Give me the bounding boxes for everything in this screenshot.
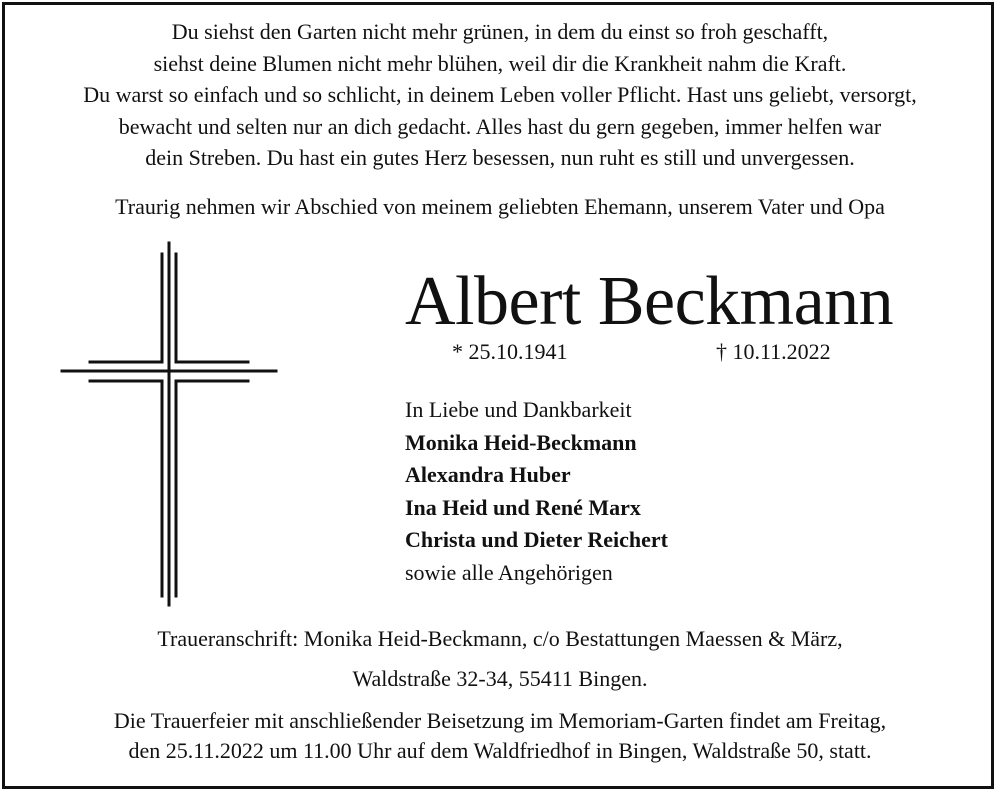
mourner-name: Monika Heid-Beckmann [405,429,637,455]
ceremony-line: Die Trauerfeier mit anschließender Beisetzung im Memoriam-Garten findet am Freitag, [113,708,887,733]
death-date: † 10.11.2022 [716,339,831,364]
mourners-closing: sowie alle Angehörigen [405,559,613,585]
poem-line: Du warst so einfach und so schlicht, in deinem Leben voller Pflicht. Hast uns geliebt, versorgt, [83,82,917,107]
mourners-intro: In Liebe und Dankbarkeit [405,397,632,422]
deceased-name: Albert Beckmann [405,263,894,340]
farewell-intro: Traurig nehmen wir Abschied von meinem geliebten Ehemann, unserem Vater und Opa [115,194,885,219]
mourners-list [405,394,668,589]
ceremony-line: den 25.11.2022 um 11.00 Uhr auf dem Waldfriedhof in Bingen, Waldstraße 50, statt. [128,738,872,763]
poem-line: bewacht und selten nur an dich gedacht. Alles hast du gern gegeben, immer helfen war [118,113,882,139]
mourner-name: Alexandra Huber [405,462,571,487]
mourner-name: Ina Heid und René Marx [405,494,641,520]
mourning-address-street: Waldstraße 32-34, 55411 Bingen. [352,666,648,691]
ceremony-info [10,706,990,766]
poem-line: Du siehst den Garten nicht mehr grünen, in dem du einst so froh geschafft, [171,19,829,44]
poem-line: dein Streben. Du hast ein gutes Herz besessen, nun ruht es still und unvergessen. [145,145,855,170]
poem-line: siehst deine Blumen nicht mehr blühen, weil dir die Krankheit nahm die Kraft. [153,50,847,76]
cross-icon [58,240,282,610]
mourner-name: Christa und Dieter Reichert [405,527,668,552]
mourning-address: Traueranschrift: Monika Heid-Beckmann, c/o Bestattungen Maessen & März, [157,626,843,651]
poem [10,16,990,174]
birth-date: * 25.10.1941 [452,339,568,364]
